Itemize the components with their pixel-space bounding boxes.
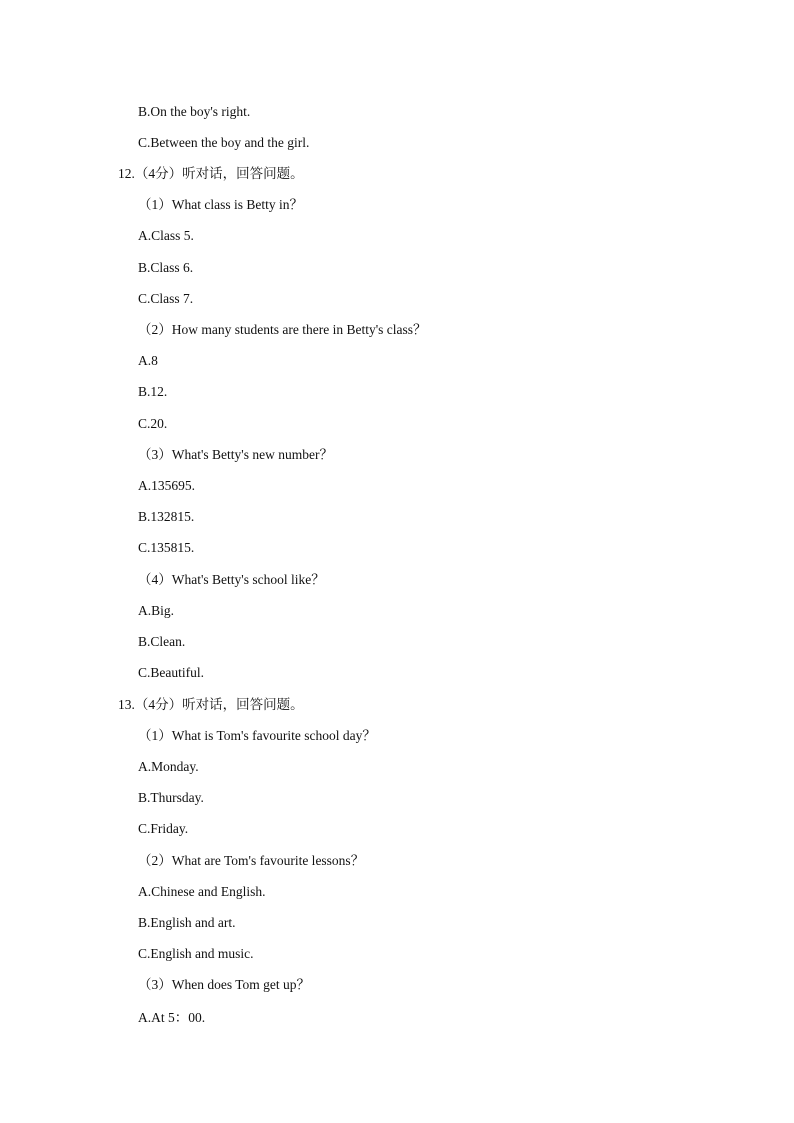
option-c-q11: C.Between the boy and the girl. [138, 135, 310, 150]
question-12-sub-3: （3）What's Betty's new number？ [138, 447, 333, 462]
option-c-q13-1: C.Friday. [138, 821, 189, 836]
option-b-q13-2: B.English and art. [138, 915, 236, 930]
option-a-q12-1: A.Class 5. [138, 228, 194, 243]
option-c-q13-2: C.English and music. [138, 946, 254, 961]
question-13-heading: 13.（4分）听对话，回答问题。 [118, 697, 304, 712]
question-12-heading: 12.（4分）听对话，回答问题。 [118, 166, 304, 181]
option-c-q12-4: C.Beautiful. [138, 665, 204, 680]
option-a-q13-1: A.Monday. [138, 759, 199, 774]
question-13-sub-1: （1）What is Tom's favourite school day？ [138, 728, 376, 743]
option-a-q12-2: A.8 [138, 353, 158, 368]
option-a-q13-3: A.At 5：00. [138, 1010, 206, 1025]
question-13-sub-3: （3）When does Tom get up？ [138, 977, 311, 992]
question-13-sub-2: （2）What are Tom's favourite lessons？ [138, 853, 365, 868]
option-c-q12-3: C.135815. [138, 540, 195, 555]
option-a-q12-4: A.Big. [138, 603, 175, 618]
option-b-q12-3: B.132815. [138, 509, 195, 524]
option-b-q13-1: B.Thursday. [138, 790, 204, 805]
question-12-sub-4: （4）What's Betty's school like？ [138, 572, 325, 587]
option-c-q12-1: C.Class 7. [138, 291, 194, 306]
question-12-sub-1: （1）What class is Betty in？ [138, 197, 303, 212]
option-b-q12-2: B.12. [138, 384, 168, 399]
option-c-q12-2: C.20. [138, 416, 168, 431]
question-12-sub-2: （2）How many students are there in Betty's class？ [138, 322, 427, 337]
option-b-q12-4: B.Clean. [138, 634, 186, 649]
option-b-q12-1: B.Class 6. [138, 260, 194, 275]
option-a-q13-2: A.Chinese and English. [138, 884, 266, 899]
option-a-q12-3: A.135695. [138, 478, 195, 493]
option-b-q11: B.On the boy's right. [138, 104, 251, 119]
